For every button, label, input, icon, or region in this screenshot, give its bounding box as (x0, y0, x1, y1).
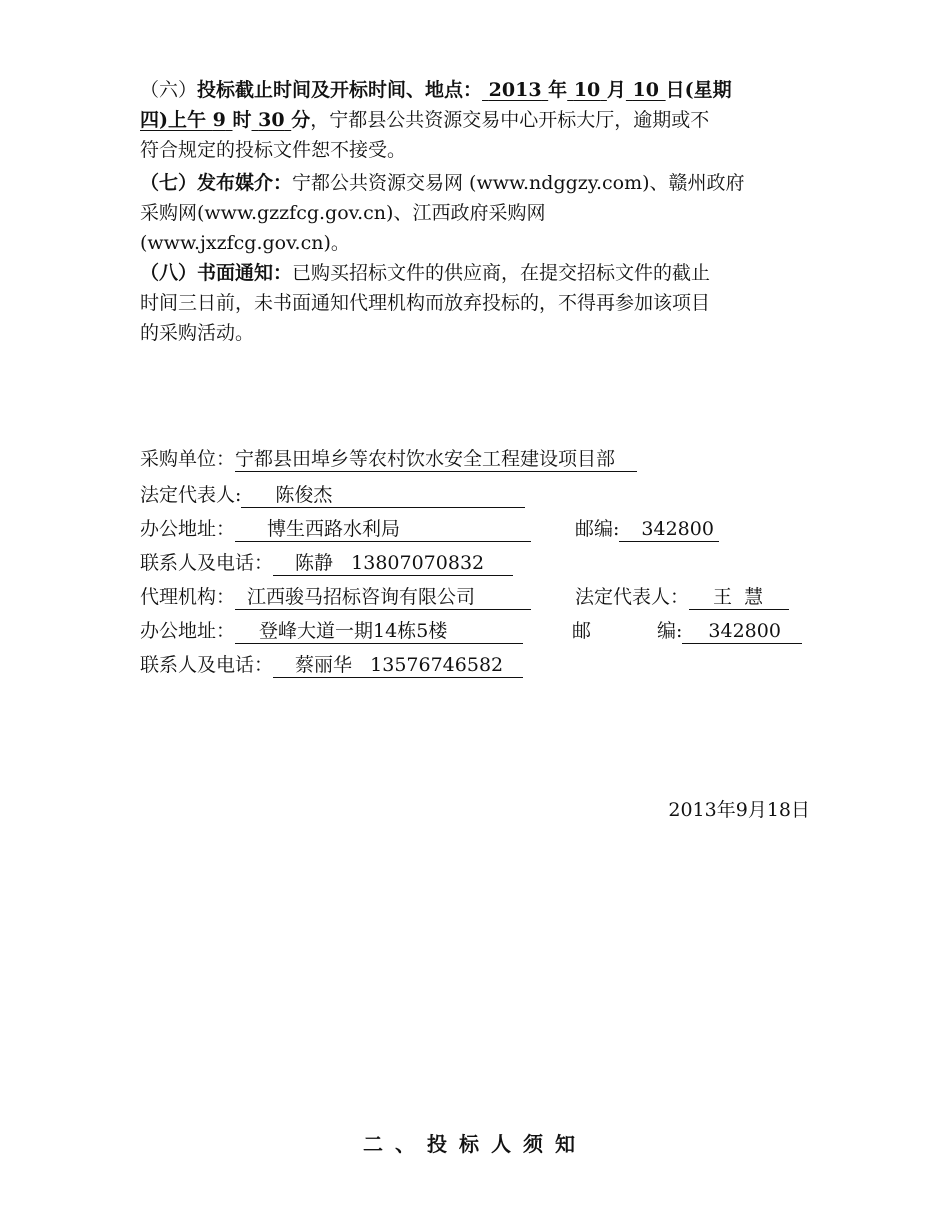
section-7-line-3: (www.jxzfcg.gov.cn)。 (140, 232, 350, 254)
section-6-line-1 (140, 75, 732, 105)
purchaser-address-value: 博生西路水利局 (235, 517, 531, 542)
am-label: 上午 (168, 109, 207, 131)
document-date: 2013年9月18日 (668, 799, 810, 821)
weekday: 四) (140, 109, 168, 131)
agency-rep-label: 法定代表人： (575, 586, 690, 608)
purchaser-contact-phone: 13807070832 (351, 552, 485, 574)
purchaser-postcode-value: 342800 (619, 517, 719, 542)
agency-postcode-value: 342800 (682, 619, 802, 644)
bid-deadline-month: 10 (573, 79, 601, 101)
agency-rep-row (575, 582, 789, 612)
year-unit: 年 (548, 79, 568, 101)
agency-postcode-label-1: 邮 (572, 620, 592, 642)
agency-name-row (140, 582, 531, 612)
purchaser-rep-row (140, 480, 525, 510)
section-8-line-3: 的采购活动。 (140, 322, 255, 344)
agency-address-value: 登峰大道一期14栋5楼 (235, 619, 523, 644)
agency-contact-phone: 13576746582 (370, 654, 504, 676)
purchaser-unit-label: 采购单位： (140, 448, 236, 470)
purchaser-contact-row (140, 548, 513, 578)
purchaser-postcode-label: 邮编: (575, 518, 620, 540)
section-6-label: （六） (140, 79, 198, 101)
minute-unit: 分 (291, 109, 311, 131)
bid-deadline-year: 2013 (488, 79, 542, 101)
agency-postcode-row (657, 616, 802, 646)
section-7-title: （七）发布媒介： (140, 172, 293, 194)
section-6-line-2 (140, 105, 709, 135)
section-6-location: ，宁都县公共资源交易中心开标大厅，逾期或不 (310, 109, 710, 131)
agency-contact-name: 蔡丽华 (295, 654, 353, 676)
agency-contact-label: 联系人及电话： (140, 654, 274, 676)
purchaser-contact-label: 联系人及电话： (140, 552, 274, 574)
purchaser-postcode-row (575, 514, 719, 544)
bid-deadline-day: 10 (632, 79, 659, 101)
purchaser-contact-value (273, 551, 513, 576)
section-7-line-2: 采购网(www.gzzfcg.gov.cn)、江西政府采购网 (140, 202, 546, 224)
section-7-text: 宁都公共资源交易网 (www.ndggzy.com)、赣州政府 (292, 172, 745, 194)
bid-deadline-minute: 30 (258, 109, 285, 131)
agency-address-row (140, 616, 523, 646)
purchaser-rep-value: 陈俊杰 (241, 483, 525, 508)
bid-deadline-hour: 9 (212, 109, 226, 131)
agency-contact-value (273, 653, 523, 678)
agency-postcode-label-2: 编: (657, 620, 683, 642)
section-8-text: 已购买招标文件的供应商，在提交招标文件的截止 (292, 262, 711, 284)
section-8-line-2: 时间三日前，未书面通知代理机构而放弃投标的，不得再参加该项目 (140, 292, 711, 314)
hour-unit: 时 (232, 109, 252, 131)
section-6-title: 投标截止时间及开标时间、地点： (197, 79, 483, 101)
section-8-title: （八）书面通知： (140, 262, 293, 284)
agency-name-value: 江西骏马招标咨询有限公司 (235, 585, 531, 610)
section-heading-bidder-instructions: 二、投标人须知 (363, 1132, 587, 1156)
day-unit: 日(星期 (665, 79, 732, 101)
purchaser-unit-row (140, 444, 637, 474)
section-8-line-1 (140, 258, 710, 288)
purchaser-unit-value: 宁都县田埠乡等农村饮水安全工程建设项目部 (235, 447, 637, 472)
section-7-line-1 (140, 168, 745, 198)
month-unit: 月 (606, 79, 626, 101)
purchaser-address-row (140, 514, 531, 544)
agency-name-label: 代理机构： (140, 586, 236, 608)
section-6-line-3: 符合规定的投标文件恕不接受。 (140, 139, 407, 161)
agency-address-label: 办公地址： (140, 620, 236, 642)
purchaser-rep-label: 法定代表人: (140, 484, 242, 506)
agency-contact-row (140, 650, 523, 680)
agency-rep-value: 王 慧 (689, 585, 789, 610)
purchaser-address-label: 办公地址： (140, 518, 236, 540)
purchaser-contact-name: 陈静 (295, 552, 334, 574)
